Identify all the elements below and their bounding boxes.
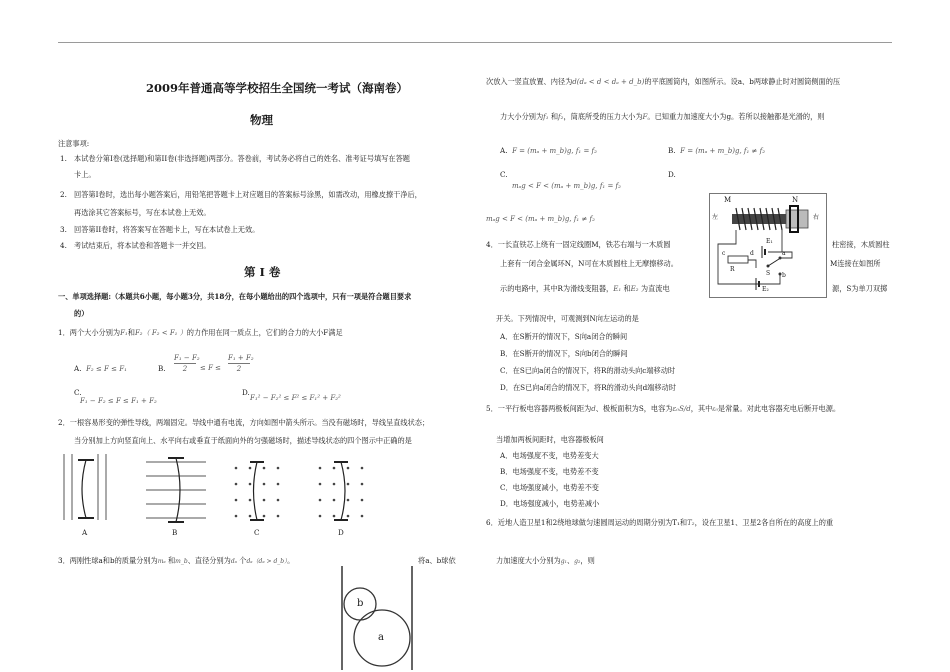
q5-option-b: B．电场强度不变，电势差不变 [500,467,599,476]
notice-num-3: 3. [60,225,67,234]
q1-option-a: A. F₂ ≤ F ≤ F₁ [74,364,127,373]
q5-option-c: C．电场强度减小，电势差不变 [500,483,599,492]
part1-instruction-cont: 的） [74,309,89,318]
q4-option-a: A．在S断开的情况下，S向a闭合的瞬间 [500,332,628,341]
q2-fig-label-b: B [172,528,178,537]
q1-option-b-frac2: F₁ + F₂ 2 [228,354,254,373]
q4-line2-right: M连接在如图所 [830,259,881,268]
q2-fig-label-c: C [254,528,260,537]
notice-line: 本试卷分第I卷(选择题)和第II卷(非选择题)两部分。答卷前，考试务必将自己的姓名、准考证号填写在答题 [74,154,410,163]
fig-label-left: 左 [712,214,719,221]
q4-option-b: B．在S断开的情况下，S向b闭合的瞬间 [500,349,628,358]
q6-line2: 力加速度大小分别为g₁、g₂，则 [496,556,595,565]
fig-label-r: R [730,266,735,273]
part1-instruction: 一、单项选择题:（本题共6小题，每小题3分，共18分，在每小题给出的四个选项中，只有一项是符合题目要求 [58,292,412,301]
q6-line1: 6．近地人造卫星1和2绕地球做匀速圆周运动的周期分别为T₁和T₂，设在卫星1、卫星2各自所在的高度上的重 [486,518,834,527]
q2-figures [58,450,388,540]
q3-stem: 3．两刚性球a和b的质量分别为mₐ 和m_b、直径分别为dₐ 个dₐ（dₐ > d_b）。 [58,556,295,565]
q1-stem: 1．两个大小分别为F₁和F₂（ F₂ < F₁ ）的力作用在同一质点上，它们的合力的大小F满足 [58,328,343,337]
q2-figure-d [319,462,364,520]
q2-fig-label-a: A [82,528,88,537]
q3-option-d: mₐg < F < (mₐ + m_b)g, f₁ ≠ f₂ [486,215,595,223]
q5-option-d: D．电场强度减小，电势差减小 [500,499,600,508]
q1-option-c: F₁ − F₂ ≤ F ≤ F₁ + F₂ [80,397,157,405]
notice-num-1: 1. [60,154,67,163]
subject-title: 物理 [250,113,273,127]
q2-stem-cont: 当分别加上方向竖直向上、水平向右或垂直于纸面向外的匀强磁场时，描述导线状态的四个图示中正确的是 [74,436,412,445]
q5-option-a: A．电场强度不变，电势差变大 [500,451,599,460]
fig-label-s: S [766,270,771,277]
q2-figure-a [64,454,106,520]
q2-stem: 2．一根容易形变的弹性导线，两端固定。导线中通有电流，方向如图中箭头所示。当没有磁场时，导线呈直线状态； [58,418,430,427]
notice-num-2: 2. [60,190,67,199]
q3-option-d-label: D. [668,170,676,179]
q1-option-c-label: C. [74,388,82,397]
fig-label-right: 右 [813,214,820,221]
header-rule [58,42,892,43]
q3-cont-line2: 力大小分别为f₁ 和f₂，筒底所受的压力大小为F。已知重力加速度大小为g。若所以接触都是光滑的，则 [500,112,825,121]
fig-label-a: a [782,250,786,257]
q3-option-a: A. F = (mₐ + m_b)g, f₁ = f₂ [500,146,597,155]
q1-option-b-label: B. [158,364,166,373]
q4-line3-right: 源，S为单刀双掷 [832,284,888,293]
q2-fig-label-d: D [338,528,344,537]
q4-line2-left: 上套有一闭合金属环N，N可在木质圆柱上无摩擦移动。 [500,259,678,268]
notice-heading: 注意事项: [58,139,90,148]
exam-title: 2009年普通高等学校招生全国统一考试（海南卷） [146,81,409,95]
fig-label-c: c [722,250,726,257]
q2-figure-c [235,462,280,520]
notice-line: 考试结束后，将本试卷和答题卡一并交回。 [74,241,211,250]
notice-line: 卡上。 [74,170,96,179]
q4-option-c: C．在S已向a闭合的情况下，将R的滑动头向c端移动时 [500,366,676,375]
q4-line1-left: 4．一长直铁芯上绕有一固定线圈M，铁芯右端与一木质圆 [486,240,671,249]
q3-option-b: B. F = (mₐ + m_b)g, f₁ ≠ f₂ [668,146,766,155]
notice-line: 再选涂其它答案标号，写在本试卷上无效。 [74,208,211,217]
q5-line2: 当增加两板间距时，电容器极板间 [496,435,604,444]
q3-ball-a-label: a [378,632,384,643]
fig-label-n: N [792,196,799,204]
q4-line3-left: 示的电路中，其中R为滑线变阻器，E₁ 和E₂ 为直流电 [500,284,670,293]
q3-option-c: mₐg < F < (mₐ + m_b)g, f₁ = f₂ [512,182,621,190]
q3-stem-right: 将a、b球依 [418,556,456,565]
q3-cont-line1: 次放入一竖直放置、内径为d(dₐ < d < dₐ + d_b)的平底圆筒内，如图所示。设a、b两球静止时对圆筒侧面的压 [486,77,841,86]
q5-line1: 5．一平行板电容器两极板间距为d、极板面积为S，电容为ε₀S/d，其中ε₀是常量。对此电容器充电后断开电源。 [486,404,841,413]
q4-line4: 开关。下列情况中，可观测到N向左运动的是 [496,314,639,323]
fig-label-e2: E₂ [762,286,769,293]
part1-heading: 第 I 卷 [244,265,281,279]
notice-num-4: 4. [60,241,67,250]
q1-option-d-label: D. [242,388,250,397]
q3-ball-b-label: b [357,598,364,609]
q1-option-d: F₁² − F₂² ≤ F² ≤ F₁² + F₂² [250,394,341,402]
q4-option-d: D．在S已向a闭合的情况下，将R的滑动头向d端移动时 [500,383,676,392]
q1-option-b-mid: ≤ F ≤ [200,364,222,372]
notice-line: 回答第I卷时，选出每小题答案后，用铅笔把答题卡上对应题目的答案标号涂黑，如需改动，用橡皮擦干净后， [74,190,422,199]
q4-line1-right: 柱密接，木质圆柱 [832,240,890,249]
q3-option-c-label: C. [500,170,508,179]
q1-option-b-frac1: F₁ − F₂ 2 [174,354,200,373]
notice-line: 回答第II卷时，将答案写在答题卡上，写在本试卷上无效。 [74,225,260,234]
q4-circuit-figure [709,193,827,298]
fig-label-b: b [782,272,786,279]
q2-figure-b [146,458,206,522]
fig-label-e1: E₁ [766,238,773,245]
fig-label-m: M [724,196,732,204]
q3-cylinder-figure [340,566,414,670]
fig-label-d: d [750,250,754,257]
